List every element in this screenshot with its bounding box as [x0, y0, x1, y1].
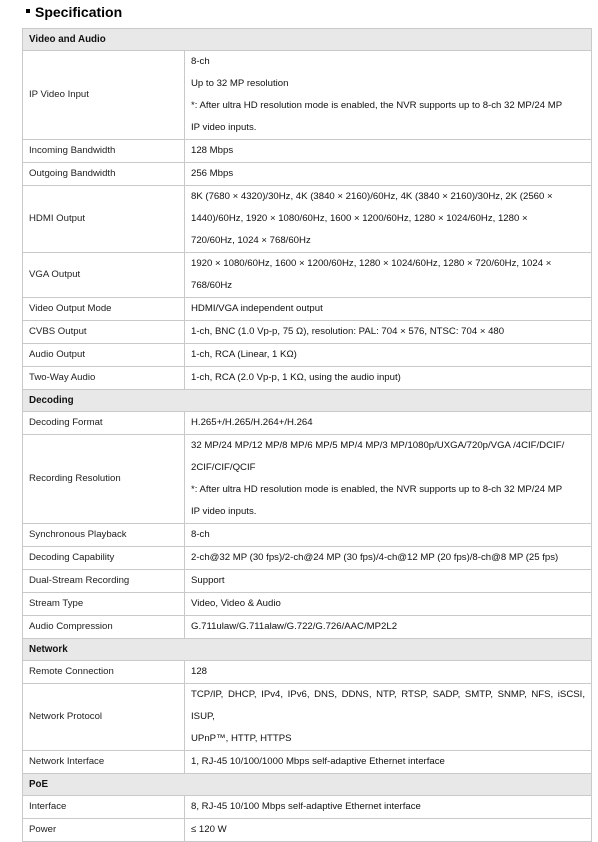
- spec-row: [23, 796, 592, 819]
- spec-value: [185, 163, 592, 186]
- spec-table-body: [23, 29, 592, 842]
- spec-value: [185, 593, 592, 616]
- spec-value-line: 1920 × 1080/60Hz, 1600 × 1200/60Hz, 1280 × 1024/60Hz, 1280 × 720/60Hz, 1024 ×: [191, 258, 552, 269]
- spec-label: IP Video Input: [23, 51, 185, 140]
- spec-value: [185, 616, 592, 639]
- spec-value: [185, 412, 592, 435]
- spec-value-line: 8-ch: [191, 56, 210, 67]
- spec-value-line: 1-ch, BNC (1.0 Vp-p, 75 Ω), resolution: PAL: 704 × 576, NTSC: 704 × 480: [191, 326, 505, 337]
- spec-label: Power: [23, 819, 185, 842]
- spec-label: Synchronous Playback: [23, 524, 185, 547]
- spec-value-line: 8-ch: [191, 529, 210, 540]
- spec-label: Recording Resolution: [23, 435, 185, 524]
- section-title: Decoding: [23, 390, 592, 412]
- spec-value: [185, 321, 592, 344]
- spec-table: [22, 28, 592, 842]
- spec-value: [185, 435, 592, 524]
- spec-row: [23, 616, 592, 639]
- spec-value-line: *: After ultra HD resolution mode is enabled, the NVR supports up to 8-ch 32 MP/24 MP: [191, 100, 563, 111]
- spec-row: [23, 344, 592, 367]
- spec-row: [23, 593, 592, 616]
- spec-heading: [26, 2, 122, 22]
- spec-row: [23, 51, 592, 140]
- spec-row: [23, 367, 592, 390]
- spec-label: Network Protocol: [23, 684, 185, 751]
- spec-value-line: 8K (7680 × 4320)/30Hz, 4K (3840 × 2160)/60Hz, 4K (3840 × 2160)/30Hz, 2K (2560 ×: [191, 191, 553, 202]
- section-header: [23, 390, 592, 412]
- spec-heading-text: Specification: [35, 4, 123, 20]
- spec-value-line: 768/60Hz: [191, 280, 233, 291]
- spec-value: [185, 661, 592, 684]
- spec-value: [185, 367, 592, 390]
- spec-row: [23, 253, 592, 298]
- section-title: Network: [23, 639, 592, 661]
- spec-label: Decoding Capability: [23, 547, 185, 570]
- spec-value: [185, 298, 592, 321]
- spec-label: Stream Type: [23, 593, 185, 616]
- spec-label: Outgoing Bandwidth: [23, 163, 185, 186]
- spec-value-line: 8, RJ-45 10/100 Mbps self-adaptive Ethernet interface: [191, 801, 421, 812]
- spec-label: Audio Compression: [23, 616, 185, 639]
- spec-value-line: G.711ulaw/G.711alaw/G.722/G.726/AAC/MP2L2: [191, 621, 398, 632]
- spec-label: VGA Output: [23, 253, 185, 298]
- spec-label: Dual-Stream Recording: [23, 570, 185, 593]
- spec-value: [185, 186, 592, 253]
- spec-value-line: *: After ultra HD resolution mode is enabled, the NVR supports up to 8-ch 32 MP/24 MP: [191, 484, 563, 495]
- spec-value: [185, 819, 592, 842]
- spec-label: Remote Connection: [23, 661, 185, 684]
- spec-value: [185, 253, 592, 298]
- spec-value-line: 1440)/60Hz, 1920 × 1080/60Hz, 1600 × 1200/60Hz, 1280 × 1024/60Hz, 1280 ×: [191, 213, 528, 224]
- spec-value: [185, 140, 592, 163]
- spec-value-line: 1, RJ-45 10/100/1000 Mbps self-adaptive Ethernet interface: [191, 756, 445, 767]
- spec-value: [185, 547, 592, 570]
- spec-value-line: Video, Video & Audio: [191, 598, 281, 609]
- spec-value-line: 256 Mbps: [191, 168, 234, 179]
- spec-value: [185, 51, 592, 140]
- spec-row: [23, 298, 592, 321]
- section-title: PoE: [23, 774, 592, 796]
- spec-label: CVBS Output: [23, 321, 185, 344]
- spec-label: Network Interface: [23, 751, 185, 774]
- spec-row: [23, 751, 592, 774]
- spec-row: [23, 819, 592, 842]
- spec-row: [23, 570, 592, 593]
- spec-value: [185, 570, 592, 593]
- spec-value-line: 2CIF/CIF/QCIF: [191, 462, 256, 473]
- spec-value: [185, 344, 592, 367]
- spec-row: [23, 547, 592, 570]
- spec-row: [23, 321, 592, 344]
- spec-row: [23, 412, 592, 435]
- spec-label: Decoding Format: [23, 412, 185, 435]
- spec-row: [23, 524, 592, 547]
- spec-row: [23, 684, 592, 751]
- spec-value-line: 128: [191, 666, 208, 677]
- spec-value-line: TCP/IP, DHCP, IPv4, IPv6, DNS, DDNS, NTP, RTSP, SADP, SMTP, SNMP, NFS, iSCSI, ISUP,: [191, 689, 585, 722]
- spec-value-line: 720/60Hz, 1024 × 768/60Hz: [191, 235, 311, 246]
- spec-value-line: 32 MP/24 MP/12 MP/8 MP/6 MP/5 MP/4 MP/3 MP/1080p/UXGA/720p/VGA /4CIF/DCIF/: [191, 440, 565, 451]
- spec-value-line: Support: [191, 575, 225, 586]
- spec-value-line: H.265+/H.265/H.264+/H.264: [191, 417, 313, 428]
- spec-value-line: IP video inputs.: [191, 122, 257, 133]
- spec-value: [185, 524, 592, 547]
- spec-label: Interface: [23, 796, 185, 819]
- section-header: [23, 639, 592, 661]
- spec-value-line: Up to 32 MP resolution: [191, 78, 289, 89]
- section-header: [23, 774, 592, 796]
- spec-label: HDMI Output: [23, 186, 185, 253]
- spec-value-line: 1-ch, RCA (2.0 Vp-p, 1 KΩ, using the audio input): [191, 372, 401, 383]
- spec-row: [23, 163, 592, 186]
- spec-value-line: ≤ 120 W: [191, 824, 227, 835]
- bullet-icon: [26, 9, 30, 13]
- spec-value-line: 2-ch@32 MP (30 fps)/2-ch@24 MP (30 fps)/4-ch@12 MP (20 fps)/8-ch@8 MP (25 fps): [191, 552, 559, 563]
- spec-row: [23, 140, 592, 163]
- spec-label: Audio Output: [23, 344, 185, 367]
- spec-label: Video Output Mode: [23, 298, 185, 321]
- spec-value: [185, 684, 592, 751]
- spec-value-line: HDMI/VGA independent output: [191, 303, 323, 314]
- spec-value-line: UPnP™, HTTP, HTTPS: [191, 733, 292, 744]
- spec-label: Incoming Bandwidth: [23, 140, 185, 163]
- spec-value: [185, 796, 592, 819]
- spec-row: [23, 186, 592, 253]
- spec-label: Two-Way Audio: [23, 367, 185, 390]
- section-header: [23, 29, 592, 51]
- spec-value-line: 1-ch, RCA (Linear, 1 KΩ): [191, 349, 297, 360]
- spec-value-line: 128 Mbps: [191, 145, 234, 156]
- section-title: Video and Audio: [23, 29, 592, 51]
- spec-row: [23, 661, 592, 684]
- spec-value-line: IP video inputs.: [191, 506, 257, 517]
- spec-value: [185, 751, 592, 774]
- spec-row: [23, 435, 592, 524]
